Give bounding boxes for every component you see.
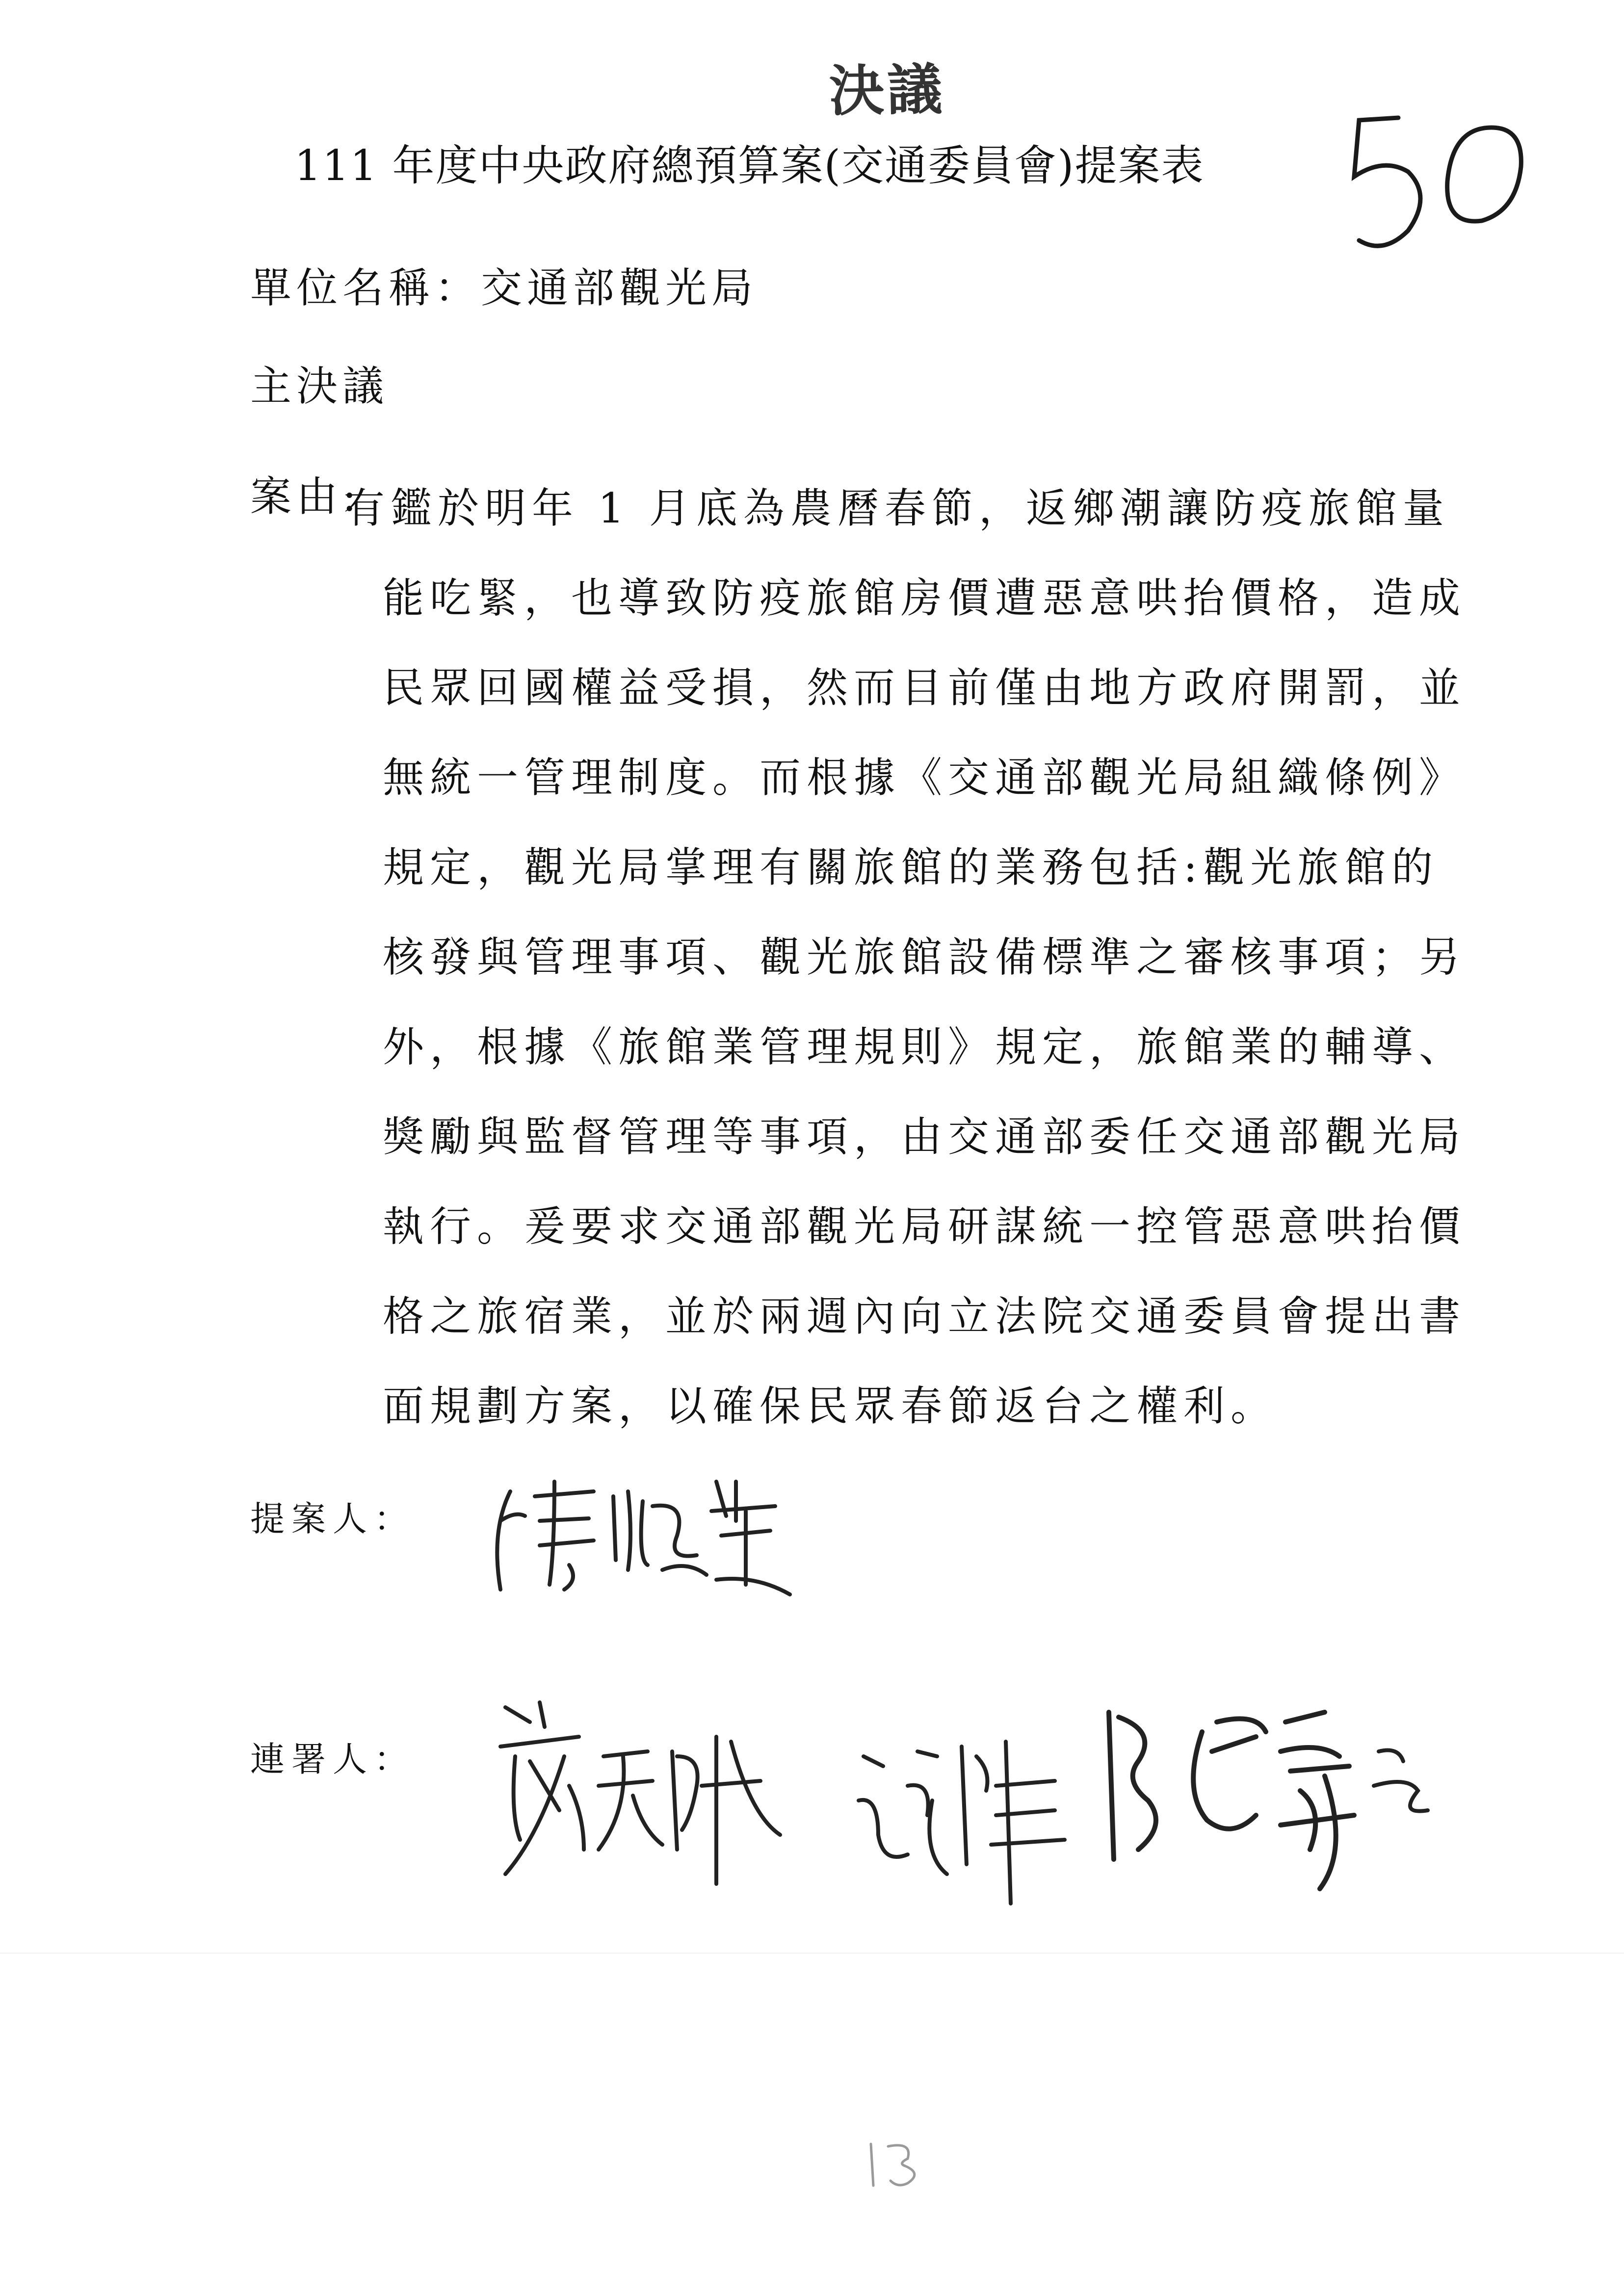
case-line: 執行。爰要求交通部觀光局研謀統一控管惡意哄抬價 — [383, 1202, 1467, 1251]
resolution-stamp: 決議 — [829, 57, 946, 124]
proposer-label: 提案人： — [250, 1499, 415, 1539]
scan-artifact-line — [0, 1953, 1624, 1954]
cosigner-signature — [486, 1688, 790, 1894]
main-resolution-label: 主決議 — [250, 362, 389, 410]
case-line: 有鑑於明年 1 月底為農曆春節，返鄉潮讓防疫旅館量 — [343, 484, 1450, 532]
signature-mark — [481, 1462, 795, 1604]
case-line: 外，根據《旅館業管理規則》規定，旅館業的輔導、 — [383, 1023, 1467, 1071]
case-line: 格之旅宿業，並於兩週內向立法院交通委員會提出書 — [383, 1292, 1467, 1340]
signature-mark — [1094, 1693, 1438, 1899]
unit-name: 單位名稱：交通部觀光局 — [250, 264, 758, 312]
signature-mark — [849, 1727, 1070, 1913]
handwritten-number — [1339, 98, 1545, 275]
case-line: 無統一管理制度。而根據《交通部觀光局組織條例》 — [383, 754, 1467, 802]
page-number — [859, 2134, 932, 2193]
case-line: 規定，觀光局掌理有關旅館的業務包括:觀光旅館的 — [383, 843, 1439, 891]
case-line: 面規劃方案，以確保民眾春節返台之權利。 — [383, 1382, 1278, 1430]
cosigner-label: 連署人： — [250, 1739, 415, 1779]
case-line: 能吃緊，也導致防疫旅館房價遭惡意哄抬價格，造成 — [383, 574, 1467, 622]
cosigner-signature — [1094, 1693, 1438, 1899]
cosigner-signature — [849, 1727, 1070, 1913]
case-body — [343, 464, 1467, 1451]
case-line: 獎勵與監督管理等事項，由交通部委任交通部觀光局 — [383, 1113, 1467, 1161]
case-line: 民眾回國權益受損，然而目前僅由地方政府開罰，並 — [383, 664, 1467, 712]
proposer-signature — [481, 1462, 795, 1604]
case-line: 核發與管理事項、觀光旅館設備標準之審核事項；另 — [383, 933, 1467, 981]
handwritten-50-mark — [1339, 98, 1545, 275]
page-title: 111 年度中央政府總預算案(交通委員會)提案表 — [294, 141, 1205, 190]
handwritten-13-mark — [859, 2134, 932, 2193]
signature-mark — [486, 1688, 790, 1894]
case-label: 案由: — [250, 472, 362, 521]
